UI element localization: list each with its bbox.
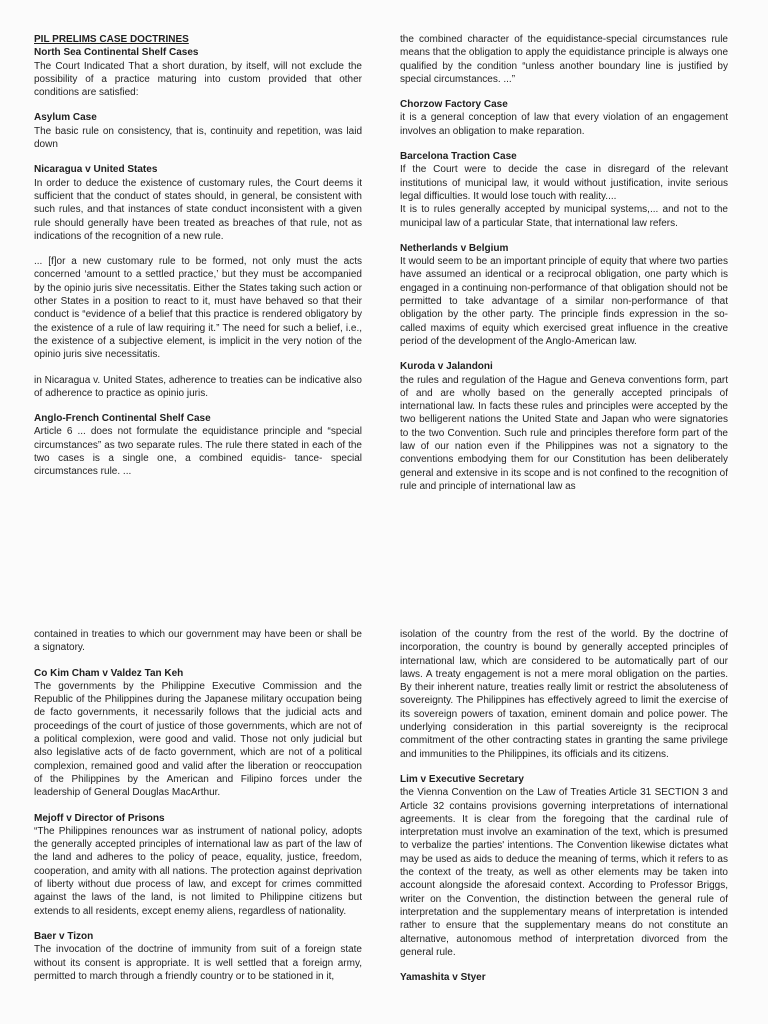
case-paragraph: the combined character of the equidistance-special circumstances rule means that the obligation to apply the equidistance principle is always one qualified by the condition “unless another boundary line is justified by special circumstances. ...” xyxy=(400,34,728,85)
document-title: PIL PRELIMS CASE DOCTRINES xyxy=(34,34,189,45)
case-heading: Barcelona Traction Case xyxy=(400,151,517,163)
case-paragraph: The governments by the Philippine Executive Commission and the Republic of the Philippines during the Japanese military occupation being de facto governments, it necessarily follows that the judicial acts and proceedings of the court of justice of those governments, which are not of a political complexion, were good and valid. Those not only judicial but also legislative acts of de facto government, which are not of a political complexion, remained good and valid after the liberation or reoccupation of the Philippines by the American and Filipino forces under the leadership of General Douglas MacArthur. xyxy=(34,680,362,799)
case-paragraph: The basic rule on consistency, that is, continuity and repetition, was laid down xyxy=(34,125,362,151)
case-section xyxy=(34,412,362,478)
case-paragraph: In order to deduce the existence of customary rules, the Court deems it sufficient that the conduct of states should, in general, be consistent with such rules, and that instances of state conduct inconsistent with a given rule should generally have been treated as breaches of that rule, not as indications of the recognition of a new rule. xyxy=(34,177,362,242)
case-section xyxy=(34,111,362,151)
case-heading: Asylum Case xyxy=(34,112,97,124)
case-section xyxy=(400,360,728,493)
case-heading: Netherlands v Belgium xyxy=(400,242,509,254)
case-paragraph: If the Court were to decide the case in disregard of the relevant institutions of municipal law, it would without justification, invite serious legal difficulties. It would lose touch with reality.... xyxy=(400,164,728,202)
page-bottom-left-column xyxy=(34,628,362,1024)
case-heading: North Sea Continental Shelf Cases xyxy=(34,47,199,59)
page-top-left-column xyxy=(34,33,362,589)
case-paragraph: It is to rules generally accepted by municipal systems,... and not to the municipal law of a particular State, that international law refers. xyxy=(400,204,728,229)
case-section xyxy=(34,163,362,400)
case-section xyxy=(34,930,362,983)
case-paragraph: ... [f]or a new customary rule to be formed, not only must the acts concerned ‘amount to a settled practice,’ but they must be accompanied by the opinio juris sive necessitatis. Either the States taking such action or other States in a position to react to it, must have behaved so that their conduct is “evidence of a belief that this practice is rendered obligatory by the existence of a rule of law requiring it.” The need for such a belief, i.e., the existence of a subjective element, is implicit in the very notion of the opinio juris sive necessitatis. xyxy=(34,256,362,361)
case-continuation xyxy=(34,628,362,655)
case-paragraph: Article 6 ... does not formulate the equidistance principle and “special circumstances” as two separate rules. The rule there stated in each of the two cases is a single one, a combined equidis- tance- special circumstances rule. ... xyxy=(34,426,362,478)
case-heading: Nicaragua v United States xyxy=(34,164,158,176)
case-heading: Lim v Executive Secretary xyxy=(400,773,524,785)
case-section xyxy=(34,46,362,99)
case-section xyxy=(34,667,362,800)
case-section xyxy=(400,98,728,138)
case-paragraph: “The Philippines renounces war as instrument of national policy, adopts the generally accepted principles of international law as part of the law of the land and adheres to the policy of peace, equality, justice, freedom, cooperation, and amity with all nations. The protection against deprivation of liberty without due process of law, and except for crimes committed against the laws of the land, is not limited to Philippine citizens but extends to all residents, except enemy aliens, regardless of nationality. xyxy=(34,825,362,917)
case-paragraph: the Vienna Convention on the Law of Treaties Article 31 SECTION 3 and Article 32 contains provisions governing interpretations of international agreements. It is clear from the foregoing that the cardinal rule of interpretation must involve an examination of the text, which is presumed to verbalize the parties' intentions. The Convention likewise dictates what may be used as aids to deduce the meaning of terms, which it refers to as the context of the treaty, as well as other elements may be taken into account alongside the aforesaid context. According to Professor Briggs, writer on the Convention, the distinction between the general rule of interpretation and the supplementary means of interpretation is intended rather to ensure that the supplementary means do not constitute an alternative, autonomous method of interpretation divorced from the general rule. xyxy=(400,787,728,958)
case-heading: Co Kim Cham v Valdez Tan Keh xyxy=(34,667,184,679)
case-section xyxy=(34,812,362,918)
case-paragraph: isolation of the country from the rest of the world. By the doctrine of incorporation, the country is bound by generally accepted principles of international law, which are considered to be automatically part of our laws. A treaty engagement is not a mere moral obligation on the parties. By their inherent nature, treaties really limit or restrict the absoluteness of sovereignty. The Philippines has effectively agreed to limit the exercise of its sovereign powers of taxation, eminent domain and police power. The underlying consideration in this partial sovereignty is the reciprocal commitment of the other contracting states in granting the same privilege and immunities to the Philippines, its officials and its citizens. xyxy=(400,629,728,760)
case-section xyxy=(400,773,728,959)
case-heading: Anglo-French Continental Shelf Case xyxy=(34,413,211,425)
case-section xyxy=(400,150,728,230)
page-top-right-column xyxy=(400,33,728,589)
case-section xyxy=(400,242,728,348)
case-section xyxy=(400,971,728,984)
case-paragraph: it is a general conception of law that every violation of an engagement involves an obligation to make reparation. xyxy=(400,112,728,137)
page-bottom-right-column xyxy=(400,628,728,1024)
case-paragraph: The Court Indicated That a short duration, by itself, will not exclude the possibility of a practice maturing into custom provided that other conditions are satisfied: xyxy=(34,60,362,99)
case-heading: Chorzow Factory Case xyxy=(400,99,508,111)
case-paragraph: It would seem to be an important principle of equity that where two parties have assumed an identical or a reciprocal obligation, one party which is engaged in a continuing non-performance of that obligation should not be permitted to take advantage of a similar non-performance of that obligation by the other party. The principle finds expression in the so-called maxims of equity which exercised great influence in the creative period of the development of the Anglo-American law. xyxy=(400,256,728,347)
case-paragraph: The invocation of the doctrine of immunity from suit of a foreign state without its consent is appropriate. It is well settled that a foreign army, permitted to march through a friendly country or to be stationed in it, xyxy=(34,944,362,982)
case-heading: Mejoff v Director of Prisons xyxy=(34,812,165,824)
case-paragraph: the rules and regulation of the Hague and Geneva conventions form, part of and are wholly based on the generally accepted principals of international law. In facts these rules and principles were accepted by the two belligerent nations the United State and Japan who were signatories to the two Convention. Such rule and principles therefore form part of the law of our nation even if the Philippines was not a signatory to the conventions embodying them for our Constitution has been deliberately general and extensive in its scope and is not confined to the recognition of rule and principle of international law as xyxy=(400,374,728,492)
case-continuation xyxy=(400,628,728,761)
case-heading: Baer v Tizon xyxy=(34,930,94,942)
case-heading: Kuroda v Jalandoni xyxy=(400,361,493,373)
case-continuation xyxy=(400,33,728,86)
case-paragraph: contained in treaties to which our government may have been or shall be a signatory. xyxy=(34,629,362,654)
case-paragraph: in Nicaragua v. United States, adherence to treaties can be indicative also of adherence to practice as opinio juris. xyxy=(34,374,362,399)
case-heading: Yamashita v Styer xyxy=(400,972,486,984)
